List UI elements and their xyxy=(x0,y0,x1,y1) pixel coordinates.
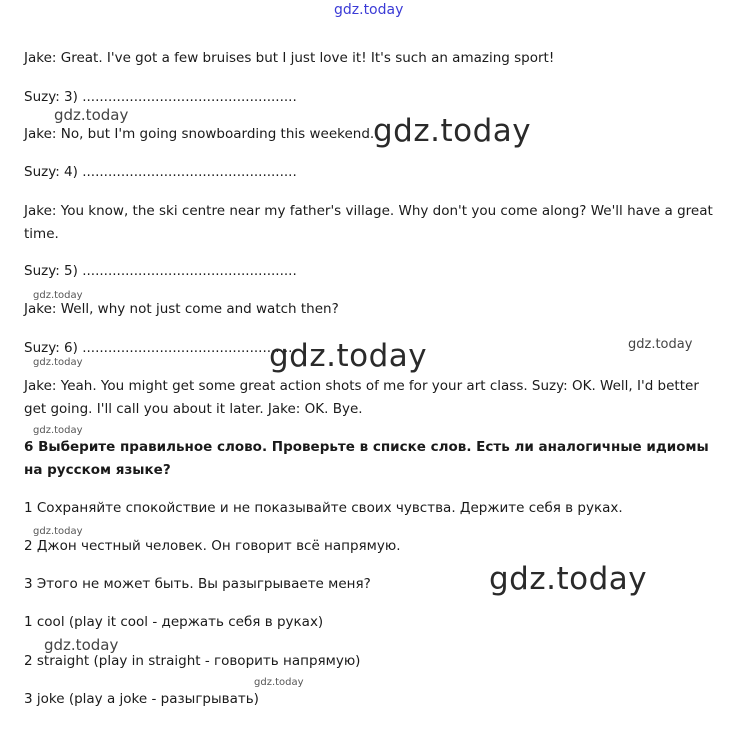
dialogue-line: Jake: Yeah. You might get some great action shots of me for your art class. Suzy: OK. Well, I'd better get going. I'll call you about it later. Jake: OK. Bye. xyxy=(24,378,699,417)
task-sentence: 3 Этого не может быть. Вы разыгрываете меня? xyxy=(24,576,371,592)
dialogue-line: Jake: No, but I'm going snowboarding this weekend. xyxy=(24,126,375,142)
dialogue-line: Suzy: 4) .................................................. xyxy=(24,164,297,180)
watermark-small: gdz.today xyxy=(33,526,83,537)
dialogue-line: Suzy: 3) .................................................. xyxy=(24,89,297,105)
dialogue-line: Jake: Great. I've got a few bruises but I just love it! It's such an amazing sport! xyxy=(24,50,555,66)
watermark: gdz.today xyxy=(44,636,119,654)
watermark-small: gdz.today xyxy=(33,425,83,436)
watermark-large: gdz.today xyxy=(373,113,532,149)
dialogue-line: Suzy: 5) .................................................. xyxy=(24,263,297,279)
dialogue-line: Jake: Well, why not just come and watch then? xyxy=(24,301,339,317)
task-answer: 2 straight (play in straight - говорить напрямую) xyxy=(24,653,361,669)
task-answer: 3 joke (play a joke - разыгрывать) xyxy=(24,691,259,707)
task-answer: 1 cool (play it cool - держать себя в руках) xyxy=(24,614,324,630)
watermark: gdz.today xyxy=(628,337,693,352)
dialogue-line: Suzy: 6) .................................................. xyxy=(24,340,297,356)
task-heading: 6 Выберите правильное слово. Проверьте в списке слов. Есть ли аналогичные идиомы на русском языке? xyxy=(24,439,709,478)
task-sentence: 2 Джон честный человек. Он говорит всё напрямую. xyxy=(24,538,401,554)
watermark-small: gdz.today xyxy=(33,357,83,368)
watermark-small: gdz.today xyxy=(254,677,304,688)
watermark-large: gdz.today xyxy=(489,561,648,597)
watermark-small: gdz.today xyxy=(33,290,83,301)
task-sentence: 1 Сохраняйте спокойствие и не показывайте своих чувства. Держите себя в руках. xyxy=(24,500,623,516)
watermark-large: gdz.today xyxy=(269,338,428,374)
watermark-top: gdz.today xyxy=(334,2,404,18)
dialogue-line: Jake: You know, the ski centre near my father's village. Why don't you come along? We'll have a great time. xyxy=(24,203,713,242)
watermark: gdz.today xyxy=(54,106,129,124)
